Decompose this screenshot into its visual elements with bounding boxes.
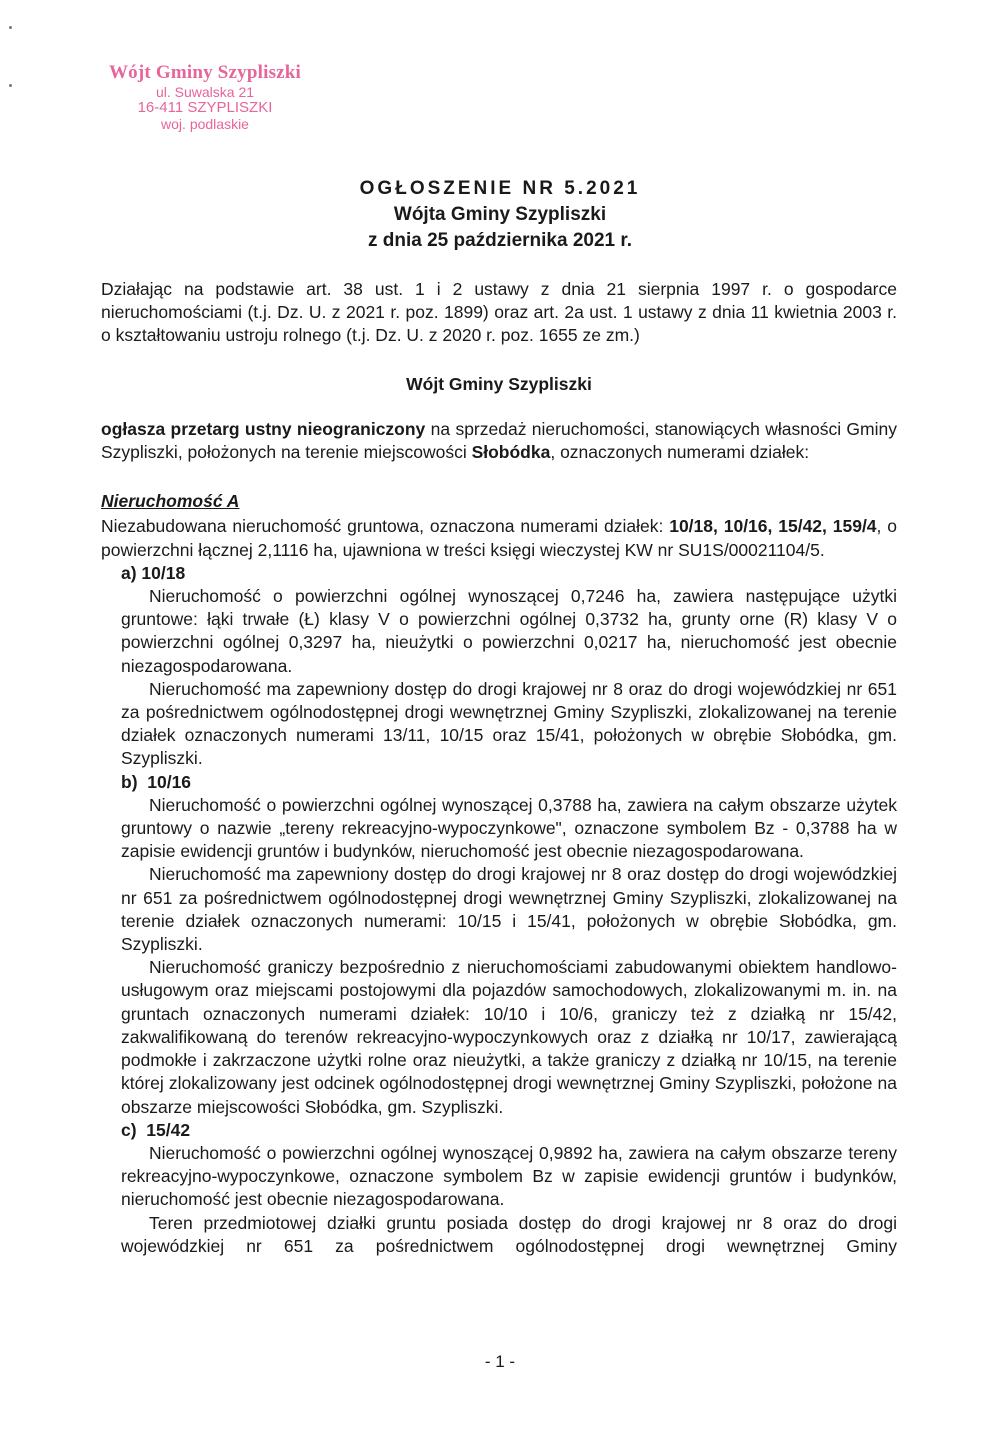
- parcel-paragraph: Nieruchomość o powierzchni ogólnej wynoszącej 0,7246 ha, zawiera następujące użytki gruntowe: łąki trwałe (Ł) klasy V o powierzchni ogólnej 0,3732 ha, grunty orne (R) klasy V o powierzchni ogólnej 0,3297 ha, nieużytki o powierzchni 0,0217 ha, nieruchomość jest obecnie niezagospodarowana.: [121, 586, 897, 676]
- parcel-paragraph: Teren przedmiotowej działki gruntu posiada dostęp do drogi krajowej nr 8 oraz do drogi wojewódzkiej nr 651 za pośrednictwem ogólnodostępnej drogi wewnętrznej Gminy: [121, 1212, 897, 1256]
- scan-artifact-dot: [9, 84, 12, 87]
- document-header: [0, 176, 1000, 254]
- place-name: Słobódka: [471, 442, 551, 463]
- document-title: OGŁOSZENIE NR 5.2021: [359, 178, 641, 199]
- office-stamp: [60, 62, 350, 132]
- parcel-a-details: [101, 585, 897, 771]
- parcel-c-label: c) 15/42: [121, 1119, 191, 1140]
- parcel-b-label: b) 10/16: [121, 771, 192, 792]
- issuer-heading: Wójt Gminy Szypliszki: [406, 373, 592, 394]
- stamp-region: woj. podlaskie: [161, 116, 249, 132]
- document-body: [101, 278, 897, 1258]
- parcel-paragraph: Nieruchomość graniczy bezpośrednio z nieruchomościami zabudowanymi obiektem handlowo-usługowym oraz miejscami postojowymi dla pojazdów samochodowych, zlokalizowanymi m. in. na gruntach oznaczonych numerami działek: 10/10 i 10/6, graniczy też z działką nr 15/42, zakwalifikowaną do terenów rekreacyjno-wypoczynkowych oraz z działką nr 10/17, zawierającą podmokłe i zakrzaczone użytki rolne oraz nieużytki, a także graniczy z działką nr 10/15, na terenie której zlokalizowany jest odcinek ogólnodostępnej drogi wewnętrznej Gminy Szypliszki, położone na obszarze miejscowości Słobódka, gm. Szypliszki.: [121, 957, 897, 1117]
- stamp-street: ul. Suwalska 21: [155, 84, 255, 100]
- parcel-c-details: [101, 1142, 897, 1258]
- document-date: z dnia 25 października 2021 r.: [367, 230, 632, 251]
- parcel-paragraph: Nieruchomość o powierzchni ogólnej wynoszącej 0,9892 ha, zawiera na całym obszarze tereny rekreacyjno-wypoczynkowe, oznaczone symbolem Bz w zapisie ewidencji gruntów i budynków, nieruchomość jest obecnie niezagospodarowana.: [121, 1142, 897, 1210]
- parcel-paragraph: Nieruchomość ma zapewniony dostęp do drogi krajowej nr 8 oraz dostęp do drogi wojewódzkiej nr 651 za pośrednictwem ogólnodostępnej drogi wewnętrznej Gminy Szypliszki, zlokalizowanej na terenie działek oznaczonych numerami: 10/15 i 15/41, położonych w obrębie Słobódka, gm. Szypliszki.: [121, 864, 897, 955]
- announcement-lead: ogłasza przetarg ustny nieograniczony: [101, 418, 426, 439]
- property-a-description: Niezabudowana nieruchomość gruntowa, oznaczona numerami działek: 10/18, 10/16, 15/42, 159/4, o powierzchni łącznej 2,1116 ha, ujawniona w treści księgi wieczystej KW nr SU1S/00021104/5.: [101, 516, 897, 560]
- announcement-paragraph: ogłasza przetarg ustny nieograniczony na sprzedaż nieruchomości, stanowiących własności Gminy Szypliszki, położonych na terenie miejscowości Słobódka, oznaczonych numerami działek:: [101, 418, 897, 463]
- legal-basis-paragraph: Działając na podstawie art. 38 ust. 1 i 2 ustawy z dnia 21 sierpnia 1997 r. o gospodarce nieruchomościami (t.j. Dz. U. z 2021 r. poz. 1899) oraz art. 2a ust. 1 ustawy z dnia 11 kwietnia 2003 r. o kształtowaniu ustroju rolnego (t.j. Dz. U. z 2020 r. poz. 1655 ze zm.): [101, 279, 897, 346]
- parcel-a-label: a) 10/18: [121, 562, 186, 583]
- parcel-paragraph: Nieruchomość ma zapewniony dostęp do drogi krajowej nr 8 oraz do drogi wojewódzkiej nr 651 za pośrednictwem ogólnodostępnej drogi wewnętrznej Gminy Szypliszki, zlokalizowanej na terenie działek oznaczonych numerami 13/11, 10/15 oraz 15/41, położonych w obrębie Słobódka, gm. Szypliszki.: [121, 678, 897, 769]
- parcel-paragraph: Nieruchomość o powierzchni ogólnej wynoszącej 0,3788 ha, zawiera na całym obszarze użytek gruntowy o nazwie „tereny rekreacyjno-wypoczynkowe", oznaczone symbolem Bz - 0,3788 ha w zapisie ewidencji gruntów i budynków, nieruchomość jest obecnie niezagospodarowana.: [121, 794, 897, 862]
- stamp-title: Wójt Gminy Szypliszki: [108, 62, 302, 83]
- parcel-numbers: 10/18, 10/16, 15/42, 159/4: [669, 516, 877, 537]
- parcel-b-details: [101, 794, 897, 1119]
- stamp-postal: 16-411 SZYPLISZKI: [137, 99, 273, 116]
- property-a-title: Nieruchomość A: [101, 491, 240, 512]
- document-issuer: Wójta Gminy Szypliszki: [393, 204, 607, 225]
- page-number: - 1 -: [484, 1352, 516, 1371]
- scan-artifact-dot: [9, 26, 12, 29]
